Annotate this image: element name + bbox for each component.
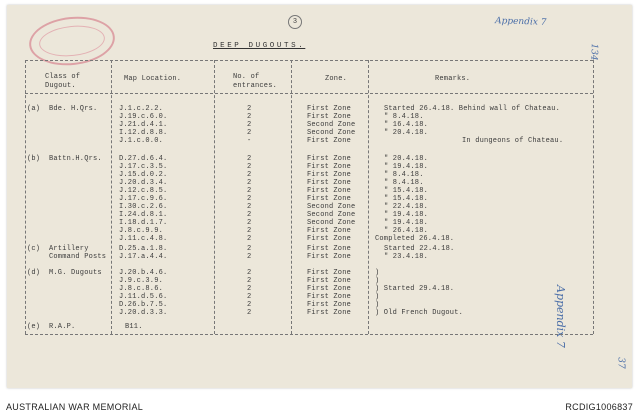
table-col-rule <box>111 60 112 334</box>
group-label: (d) <box>27 269 41 277</box>
cell-entrances: 2 <box>247 293 252 301</box>
cell-remarks: ) <box>375 269 380 277</box>
cell-zone: First Zone <box>307 187 352 195</box>
cell-zone: Second Zone <box>307 219 356 227</box>
header-class-2: Dugout. <box>45 82 76 90</box>
cell-map: I.30.c.2.6. <box>119 203 168 211</box>
cell-entrances: 2 <box>247 211 252 219</box>
cell-entrances: 2 <box>247 163 252 171</box>
cell-map: B11. <box>125 323 143 331</box>
group-class-2: Command Posts <box>49 253 107 261</box>
cell-map: J.17.c.9.6. <box>119 195 168 203</box>
cell-zone: First Zone <box>307 163 352 171</box>
cell-entrances: 2 <box>247 195 252 203</box>
cell-entrances: 2 <box>247 285 252 293</box>
cell-entrances: 2 <box>247 269 252 277</box>
cell-remarks: In dungeons of Chateau. <box>462 137 564 145</box>
cell-map: J.1.c.0.0. <box>119 137 164 145</box>
document-title: DEEP DUGOUTS. <box>213 42 306 50</box>
annotation-corner: 134 <box>588 43 599 61</box>
cell-remarks: Started 26.4.18. Behind wall of Chateau. <box>384 105 561 113</box>
group-class: M.G. Dugouts <box>49 269 102 277</box>
cell-zone: First Zone <box>307 253 352 261</box>
group-label: (e) <box>27 323 41 331</box>
cell-zone: First Zone <box>307 171 352 179</box>
cell-entrances: 2 <box>247 227 252 235</box>
cell-map: I.18.d.1.7. <box>119 219 168 227</box>
cell-entrances: 2 <box>247 301 252 309</box>
cell-entrances: 2 <box>247 235 252 243</box>
header-remarks: Remarks. <box>435 75 471 83</box>
group-class: Bde. H.Qrs. <box>49 105 98 113</box>
cell-entrances: 2 <box>247 105 252 113</box>
cell-zone: Second Zone <box>307 121 356 129</box>
cell-remarks: " 8.4.18. <box>384 179 424 187</box>
table-col-rule <box>25 60 26 334</box>
cell-entrances: 2 <box>247 129 252 137</box>
cell-zone: First Zone <box>307 301 352 309</box>
cell-zone: First Zone <box>307 293 352 301</box>
cell-entrances: 2 <box>247 113 252 121</box>
cell-zone: First Zone <box>307 309 352 317</box>
header-entrances: No. of <box>233 73 260 81</box>
cell-map: J.20.d.3.4. <box>119 179 168 187</box>
page-number: 3 <box>288 15 302 29</box>
cell-remarks: ) <box>375 301 380 309</box>
cell-remarks: " 16.4.18. <box>384 121 429 129</box>
cell-remarks: " 8.4.18. <box>384 171 424 179</box>
cell-map: J.20.d.3.3. <box>119 309 168 317</box>
cell-map: J.21.d.4.1. <box>119 121 168 129</box>
cell-remarks: Completed 26.4.18. <box>375 235 455 243</box>
cell-remarks: " 23.4.18. <box>384 253 429 261</box>
group-label: (c) <box>27 245 41 253</box>
cell-zone: First Zone <box>307 137 352 145</box>
cell-zone: First Zone <box>307 235 352 243</box>
annotation-side: Appendix 7 <box>554 285 567 348</box>
cell-remarks: " 19.4.18. <box>384 211 429 219</box>
header-zone: Zone. <box>325 75 348 83</box>
cell-zone: First Zone <box>307 269 352 277</box>
cell-remarks: " 20.4.18. <box>384 155 429 163</box>
cell-remarks: " 19.4.18. <box>384 219 429 227</box>
group-class: Artillery <box>49 245 89 253</box>
cell-entrances: 2 <box>247 155 252 163</box>
cell-map: J.19.c.6.0. <box>119 113 168 121</box>
table-bottom-rule <box>25 334 593 335</box>
cell-entrances: 2 <box>247 121 252 129</box>
cell-zone: First Zone <box>307 285 352 293</box>
cell-map: J.17.a.4.4. <box>119 253 168 261</box>
cell-map: I.12.d.8.8. <box>119 129 168 137</box>
cell-map: J.11.d.5.6. <box>119 293 168 301</box>
cell-map: J.11.c.4.8. <box>119 235 168 243</box>
cell-remarks: ) Started 29.4.18. <box>375 285 455 293</box>
cell-entrances: 2 <box>247 179 252 187</box>
cell-zone: First Zone <box>307 195 352 203</box>
cell-map: J.8.c.8.6. <box>119 285 164 293</box>
document-page <box>7 5 632 388</box>
cell-zone: Second Zone <box>307 211 356 219</box>
footer-credit: AUSTRALIAN WAR MEMORIAL <box>6 402 144 412</box>
annotation-top: Appendix 7 <box>494 16 547 28</box>
cell-entrances: 2 <box>247 309 252 317</box>
group-label: (b) <box>27 155 41 163</box>
cell-map: D.27.d.6.4. <box>119 155 168 163</box>
cell-entrances: 2 <box>247 253 252 261</box>
cell-entrances: 2 <box>247 219 252 227</box>
header-entrances-2: entrances. <box>233 82 278 90</box>
cell-map: J.17.c.3.5. <box>119 163 168 171</box>
cell-remarks: ) <box>375 277 380 285</box>
cell-map: J.8.c.9.9. <box>119 227 164 235</box>
cell-zone: First Zone <box>307 155 352 163</box>
cell-zone: First Zone <box>307 227 352 235</box>
cell-map: J.15.d.0.2. <box>119 171 168 179</box>
cell-remarks: " 20.4.18. <box>384 129 429 137</box>
cell-entrances: 2 <box>247 203 252 211</box>
table-col-rule <box>593 60 594 334</box>
cell-zone: First Zone <box>307 245 352 253</box>
cell-zone: Second Zone <box>307 129 356 137</box>
cell-zone: Second Zone <box>307 203 356 211</box>
footer-id: RCDIG1006837 <box>565 402 633 412</box>
group-label: (a) <box>27 105 41 113</box>
cell-remarks: " 22.4.18. <box>384 203 429 211</box>
cell-zone: First Zone <box>307 105 352 113</box>
cell-zone: First Zone <box>307 179 352 187</box>
cell-remarks: ) <box>375 293 380 301</box>
cell-map: J.20.b.4.6. <box>119 269 168 277</box>
cell-map: D.26.b.7.5. <box>119 301 168 309</box>
cell-entrances: 2 <box>247 187 252 195</box>
group-class: R.A.P. <box>49 323 76 331</box>
table-col-rule <box>214 60 215 334</box>
table-col-rule <box>368 60 369 334</box>
cell-entrances: 2 <box>247 171 252 179</box>
cell-remarks: " 15.4.18. <box>384 187 429 195</box>
cell-map: I.24.d.8.1. <box>119 211 168 219</box>
cell-remarks: " 26.4.18. <box>384 227 429 235</box>
cell-remarks: Started 22.4.18. <box>384 245 455 253</box>
cell-remarks: " 8.4.18. <box>384 113 424 121</box>
cell-entrances: 2 <box>247 277 252 285</box>
cell-zone: First Zone <box>307 113 352 121</box>
cell-zone: First Zone <box>307 277 352 285</box>
cell-remarks: " 19.4.18. <box>384 163 429 171</box>
header-map: Map Location. <box>124 75 182 83</box>
table-col-rule <box>291 60 292 334</box>
cell-map: J.1.c.2.2. <box>119 105 164 113</box>
cell-remarks: " 15.4.18. <box>384 195 429 203</box>
cell-entrances: - <box>247 137 252 145</box>
cell-map: D.25.a.1.8. <box>119 245 168 253</box>
group-class: Battn.H.Qrs. <box>49 155 102 163</box>
cell-entrances: 2 <box>247 245 252 253</box>
cell-map: J.12.c.8.5. <box>119 187 168 195</box>
header-class: Class of <box>45 73 81 81</box>
annotation-bottom: 37 <box>615 357 626 369</box>
cell-map: J.9.c.3.9. <box>119 277 164 285</box>
cell-remarks: ) Old French Dugout. <box>375 309 464 317</box>
